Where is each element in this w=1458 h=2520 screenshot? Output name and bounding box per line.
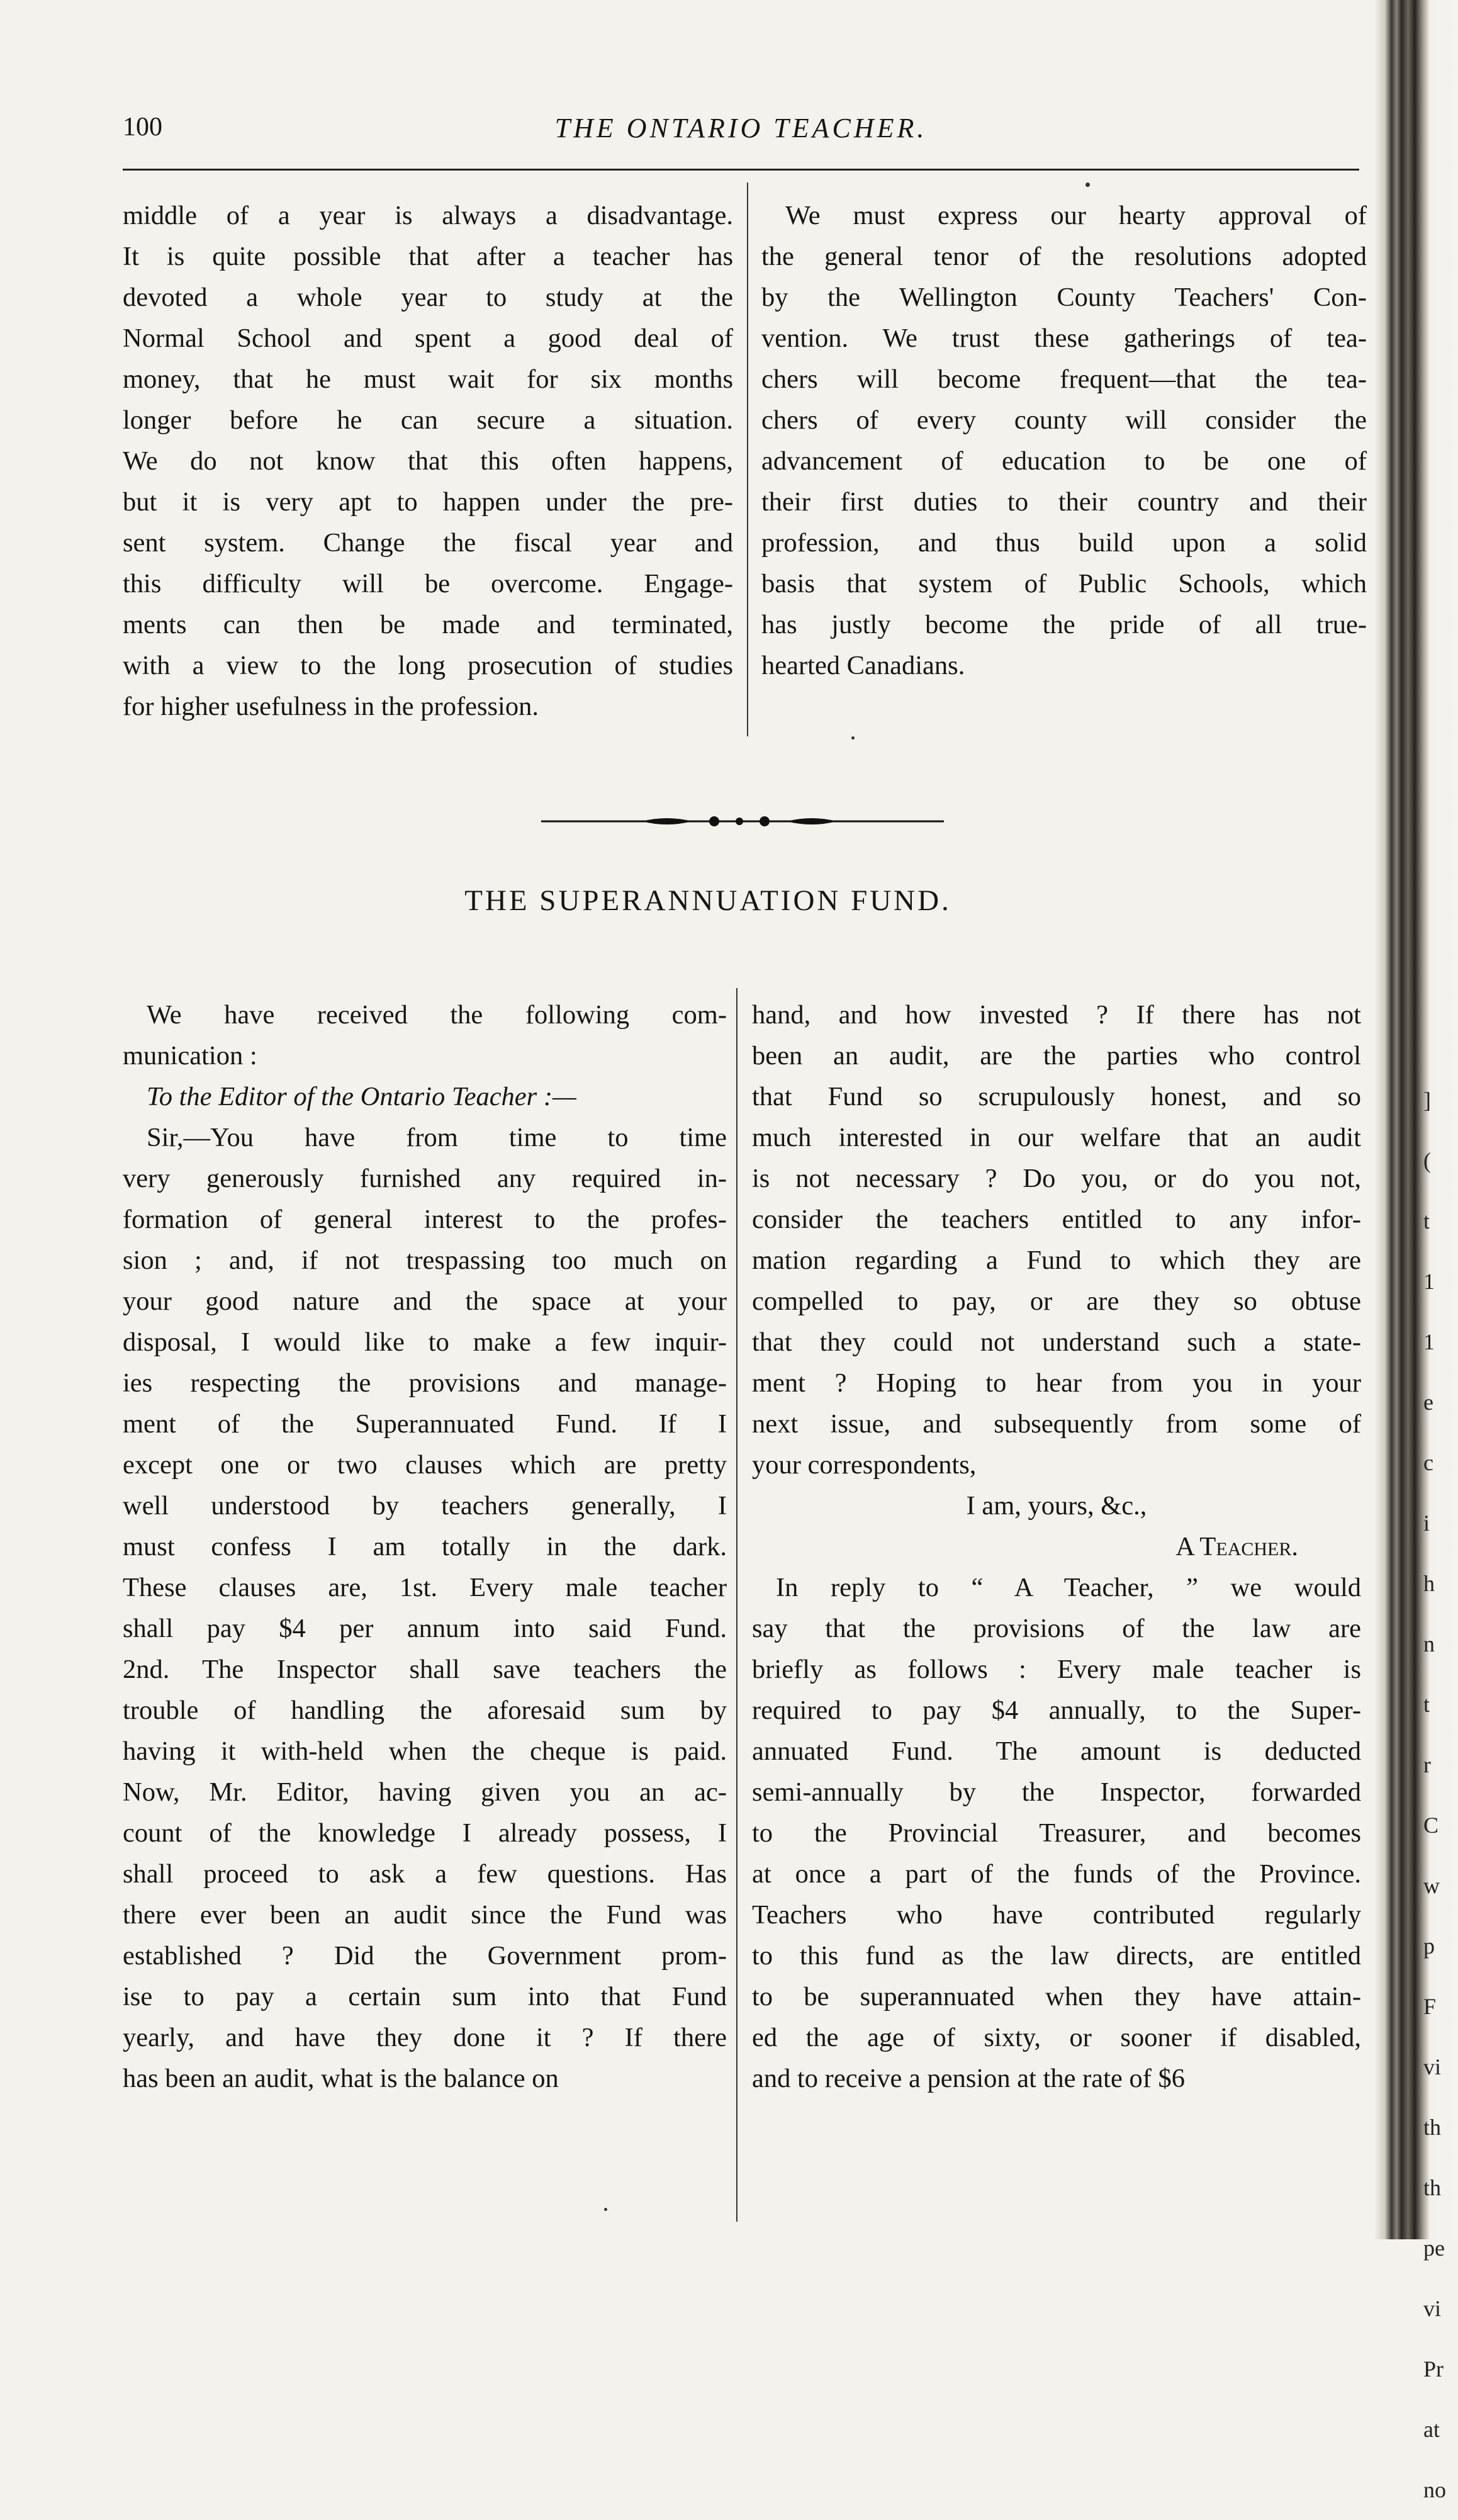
edge-fragment: c [1423, 1450, 1433, 1475]
text-line: your correspondents, [752, 1450, 977, 1480]
text-line: profession, and thus build upon a solid [761, 528, 1367, 558]
column-divider-bottom [736, 988, 737, 2222]
letter-column [123, 994, 727, 2099]
text-line: semi-annually by the Inspector, forwarded [752, 1777, 1361, 1807]
edge-fragment: n [1423, 1631, 1435, 1657]
top-right-column [761, 195, 1367, 686]
edge-fragment: t [1423, 1208, 1430, 1234]
text-line: much interested in our welfare that an audit [752, 1123, 1361, 1152]
text-line: Now, Mr. Editor, having given you an ac- [123, 1777, 727, 1807]
letter-address: To the Editor of the Ontario Teacher :— [147, 1082, 576, 1111]
edge-fragment: 1 [1423, 1269, 1435, 1294]
text-line: We must express our hearty approval of [785, 201, 1367, 230]
edge-fragment: F [1423, 1994, 1437, 2019]
text-line: longer before he can secure a situation. [123, 405, 733, 435]
letter-closing: I am, yours, &c., [966, 1491, 1147, 1521]
page-number: 100 [123, 113, 162, 142]
edge-fragment: w [1423, 1873, 1440, 1898]
text-line: this difficulty will be overcome. Engage- [123, 569, 733, 599]
text-line: yearly, and have they done it ? If there [123, 2023, 727, 2052]
text-line: having it with-held when the cheque is paid. [123, 1736, 727, 1766]
text-line: that they could not understand such a state- [752, 1327, 1361, 1357]
edge-fragment: r [1423, 1752, 1431, 1777]
text-line: must confess I am totally in the dark. [123, 1532, 727, 1561]
text-line: munication : [123, 1041, 257, 1071]
text-line: at once a part of the funds of the Province. [752, 1859, 1361, 1889]
text-line: ed the age of sixty, or sooner if disabled, [752, 2023, 1361, 2052]
text-line: very generously furnished any required in- [123, 1164, 727, 1193]
text-line: with a view to the long prosecution of studies [123, 651, 733, 680]
text-line: ise to pay a certain sum into that Fund [123, 1982, 727, 2011]
text-line: Sir,—You have from time to time [147, 1123, 727, 1152]
edge-fragment: 1 [1423, 1329, 1435, 1354]
edge-fragment: i [1423, 1510, 1430, 1536]
text-line: and to receive a pension at the rate of $6 [752, 2064, 1185, 2093]
text-line: well understood by teachers generally, I [123, 1491, 727, 1521]
text-line: has justly become the pride of all true- [761, 610, 1367, 639]
page-header [123, 112, 1359, 150]
edge-fragment: t [1423, 1692, 1430, 1717]
text-line: that Fund so scrupulously honest, and so [752, 1082, 1361, 1111]
text-line: compelled to pay, or are they so obtuse [752, 1286, 1361, 1316]
text-line: to this fund as the law directs, are entitled [752, 1941, 1361, 1971]
letter-signature: A Teacher. [1175, 1532, 1298, 1561]
edge-fragment: th [1423, 2175, 1442, 2200]
edge-fragment: at [1423, 2417, 1440, 2442]
section-title: THE SUPERANNUATION FUND. [464, 884, 951, 917]
text-line: there ever been an audit since the Fund was [123, 1900, 727, 1930]
edge-fragment: h [1423, 1571, 1435, 1596]
text-line: by the Wellington County Teachers' Con- [761, 283, 1367, 312]
text-line: shall proceed to ask a few questions. Has [123, 1859, 727, 1889]
reply-column [752, 994, 1361, 2099]
adjacent-page-fragments [1423, 1070, 1458, 2520]
text-line: basis that system of Public Schools, which [761, 569, 1367, 599]
text-line: to the Provincial Treasurer, and becomes [752, 1818, 1361, 1848]
text-line: has been an audit, what is the balance on [123, 2064, 559, 2093]
top-left-column [123, 195, 733, 727]
text-line: ies respecting the provisions and manage- [123, 1368, 727, 1398]
text-line: vention. We trust these gatherings of tea- [761, 323, 1367, 353]
edge-fragment: vi [1423, 2054, 1442, 2079]
column-divider-top [747, 183, 748, 736]
text-line: advancement of education to be one of [761, 446, 1367, 476]
ink-speck [1085, 183, 1090, 187]
text-line: chers will become frequent—that the tea- [761, 364, 1367, 394]
text-line: count of the knowledge I already possess, I [123, 1818, 727, 1848]
edge-fragment: ] [1423, 1088, 1431, 1113]
text-line: mation regarding a Fund to which they are [752, 1246, 1361, 1275]
ornamental-divider [541, 813, 944, 830]
text-line: next issue, and subsequently from some of [752, 1409, 1361, 1439]
edge-fragment: no [1423, 2477, 1446, 2502]
text-line: disposal, I would like to make a few inquir- [123, 1327, 727, 1357]
text-line: formation of general interest to the profes- [123, 1205, 727, 1234]
text-line: say that the provisions of the law are [752, 1614, 1361, 1643]
text-line: their first duties to their country and their [761, 487, 1367, 517]
text-line: to be superannuated when they have attain- [752, 1982, 1361, 2011]
edge-fragment: p [1423, 1933, 1435, 1959]
text-line: except one or two clauses which are pretty [123, 1450, 727, 1480]
edge-fragment: th [1423, 2115, 1442, 2140]
running-title: THE ONTARIO TEACHER. [554, 113, 928, 143]
text-line: established ? Did the Government prom- [123, 1941, 727, 1971]
text-line: These clauses are, 1st. Every male teacher [123, 1573, 727, 1602]
text-line: hand, and how invested ? If there has not [752, 1000, 1361, 1030]
text-line: It is quite possible that after a teacher has [123, 242, 733, 271]
edge-fragment: Pr [1423, 2356, 1444, 2382]
edge-fragment: ( [1423, 1148, 1431, 1173]
text-line: been an audit, are the parties who control [752, 1041, 1361, 1071]
text-line: chers of every county will consider the [761, 405, 1367, 435]
text-line: briefly as follows : Every male teacher is [752, 1655, 1361, 1684]
text-line: devoted a whole year to study at the [123, 283, 733, 312]
text-line: In reply to “ A Teacher, ” we would [776, 1573, 1361, 1602]
ink-speck [851, 736, 855, 740]
text-line: ments can then be made and terminated, [123, 610, 733, 639]
edge-fragment: pe [1423, 2236, 1445, 2261]
text-line: Normal School and spent a good deal of [123, 323, 733, 353]
text-line: sent system. Change the fiscal year and [123, 528, 733, 558]
text-line: for higher usefulness in the profession. [123, 692, 539, 721]
text-line: annuated Fund. The amount is deducted [752, 1736, 1361, 1766]
text-line: shall pay $4 per annum into said Fund. [123, 1614, 727, 1643]
text-line: but it is very apt to happen under the pre- [123, 487, 733, 517]
text-line: is not necessary ? Do you, or do you not, [752, 1164, 1361, 1193]
edge-fragment: vi [1423, 2296, 1442, 2321]
text-line: hearted Canadians. [761, 651, 965, 680]
text-line: required to pay $4 annually, to the Super- [752, 1696, 1361, 1725]
text-line: your good nature and the space at your [123, 1286, 727, 1316]
text-line: 2nd. The Inspector shall save teachers the [123, 1655, 727, 1684]
text-line: ment of the Superannuated Fund. If I [123, 1409, 727, 1439]
text-line: sion ; and, if not trespassing too much on [123, 1246, 727, 1275]
text-line: We have received the following com- [147, 1000, 727, 1030]
edge-fragment: e [1423, 1390, 1433, 1415]
edge-fragment: C [1423, 1813, 1439, 1838]
text-line: Teachers who have contributed regularly [752, 1900, 1361, 1930]
ink-speck [604, 2208, 607, 2211]
text-line: consider the teachers entitled to any infor- [752, 1205, 1361, 1234]
text-line: trouble of handling the aforesaid sum by [123, 1696, 727, 1725]
text-line: money, that he must wait for six months [123, 364, 733, 394]
text-line: the general tenor of the resolutions adopted [761, 242, 1367, 271]
text-line: middle of a year is always a disadvantage. [123, 201, 733, 230]
header-rule [123, 169, 1359, 171]
text-line: ment ? Hoping to hear from you in your [752, 1368, 1361, 1398]
text-line: We do not know that this often happens, [123, 446, 733, 476]
